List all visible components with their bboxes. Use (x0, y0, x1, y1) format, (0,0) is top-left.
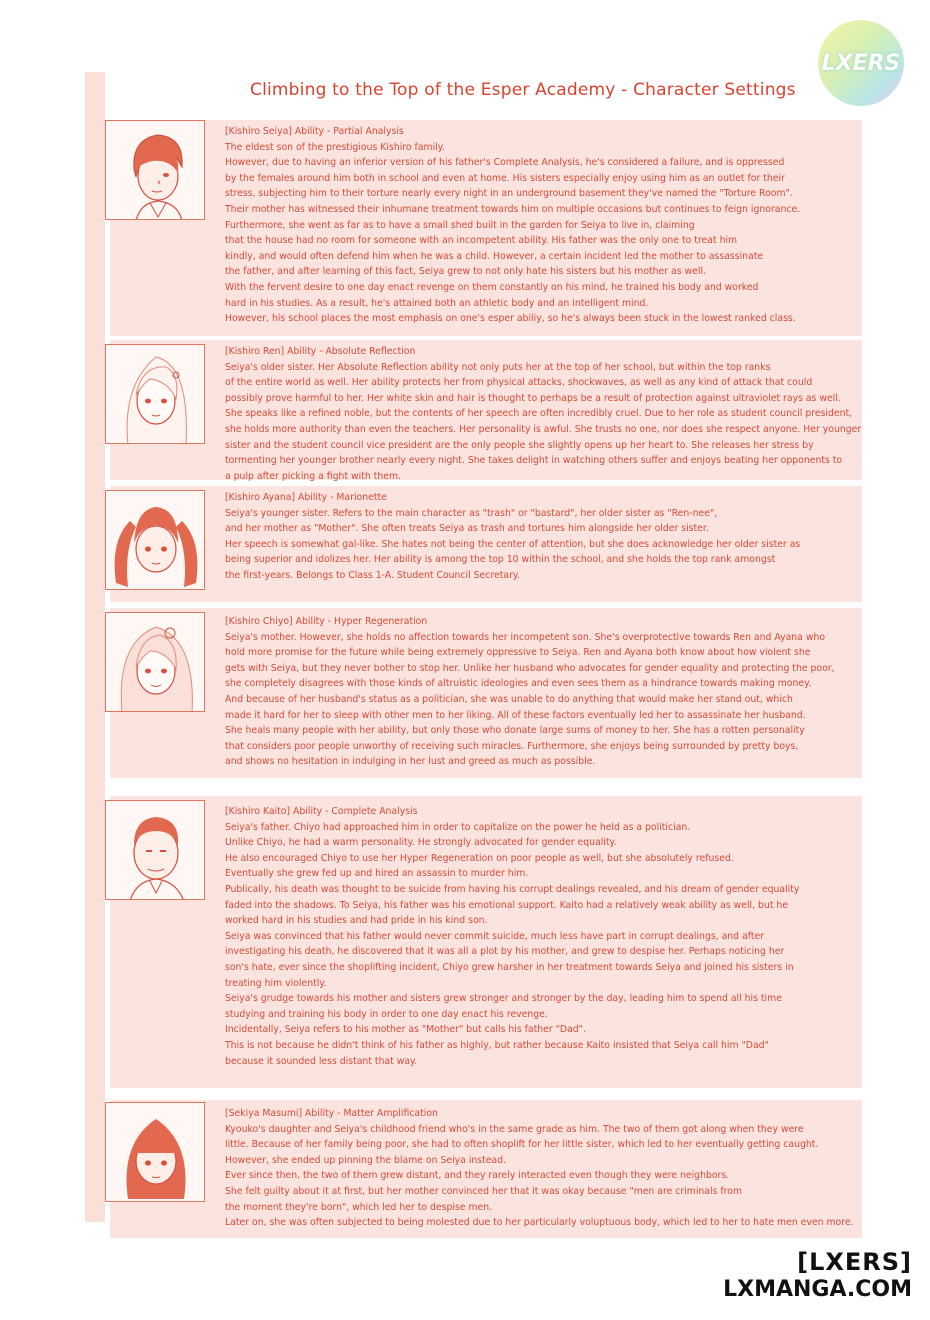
text-line: Later on, she was often subjected to being molested due to her particularly voluptuous body, which led to her to hate men even more. (225, 1217, 854, 1229)
character-text-masumi (225, 1106, 860, 1231)
character-heading: [Kishiro Ayana] Ability - Marionette (225, 492, 387, 503)
text-line: the father, and after learning of this fact, Seiya grew to not only hate his sisters but his mother as well. (225, 266, 706, 278)
text-line: being superior and idolizes her. Her ability is among the top 10 within the school, and she holds the top rank amongst (225, 554, 776, 566)
character-heading: [Kishiro Chiyo] Ability - Hyper Regeneration (225, 616, 428, 627)
text-line: The eldest son of the prestigious Kishiro family. (225, 141, 445, 153)
text-line: Eventually she grew fed up and hired an assassin to murder him. (225, 868, 529, 880)
character-heading: [Kishiro Kaito] Ability - Complete Analysis (225, 806, 418, 817)
portrait-ayana-drawing (106, 491, 205, 590)
text-line: Incidentally, Seiya refers to his mother as "Mother" but calls his father "Dad". (225, 1024, 586, 1036)
text-line: tormenting her younger brother nearly every night. She takes delight in watching others suffer and enjoys beating her opponents to (225, 455, 843, 467)
text-line: that the house had no room for someone with an incompetent ability. His father was the only one to treat him (225, 235, 738, 247)
left-margin-bar (85, 72, 105, 1222)
character-text-seiya (225, 124, 860, 327)
text-line: worked hard in his studies and had pride in his kind son. (225, 915, 488, 927)
text-line: kindly, and would often defend him when he was a child. However, a certain incident led the mother to assassinate (225, 250, 764, 262)
text-line: treating him violently. (225, 977, 327, 989)
text-line: She heals many people with her ability, but only those who donate large sums of money to her. She has a rotten personality (225, 725, 805, 737)
portrait-ren (105, 344, 205, 444)
text-line: Ever since then, the two of them grew distant, and they rarely interacted even though they were neighbors. (225, 1170, 730, 1182)
text-line: She felt guilty about it at first, but her mother convinced her that it was okay because "men are criminals from (225, 1185, 743, 1197)
site-branding (723, 1248, 912, 1304)
text-line: However, his school places the most emphasis on one's esper abiliy, so he's always been stuck in the lowest ranked class. (225, 313, 796, 325)
portrait-chiyo-drawing (106, 613, 205, 712)
portrait-ayana (105, 490, 205, 590)
text-line: Seiya's older sister. Her Absolute Reflection ability not only puts her at the top of her school, but within the top ranks (225, 361, 771, 373)
character-text-ren (225, 344, 860, 484)
logo-text: LXERS (821, 50, 901, 76)
text-line: He also encouraged Chiyo to use her Hyper Regeneration on poor people as well, but she absolutely refused. (225, 852, 734, 864)
text-line: However, due to having an inferior version of his father's Complete Analysis, he's considered a failure, and is oppressed (225, 157, 785, 169)
text-line: gets with Seiya, but they never bother to stop her. Unlike her husband who advocates for gender equality and protecting the poor, (225, 662, 835, 674)
text-line: stress, subjecting him to their torture nearly every night in an underground basement they've named the "Torture Room". (225, 188, 793, 200)
lxers-logo (818, 20, 904, 106)
portrait-ren-drawing (106, 345, 205, 444)
text-line: that considers poor people unworthy of receiving such miracles. Furthermore, she enjoys being surrounded by pretty boys, (225, 740, 799, 752)
text-line: a pulp after picking a fight with them. (225, 470, 401, 482)
text-line: and shows no hesitation in indulging in her lust and greed as much as possible. (225, 756, 596, 768)
text-line: by the females around him both in school and even at home. His sisters especially enjoy using him as an outlet for their (225, 172, 785, 184)
text-line: sister and the student council vice president are the only people she slightly opens up her heart to. She releases her stress by (225, 439, 814, 451)
text-line: faded into the shadows. To Seiya, his father was his emotional support. Kaito had a relatively weak ability as well, but he (225, 899, 789, 911)
text-line: she holds more authority than even the teachers. Her personality is awful. She trusts no one, nor does she respect anyone. Her younger (225, 423, 862, 435)
text-line: Her speech is somewhat gal-like. She hates not being the center of attention, but she does acknowledge her older sister as (225, 538, 801, 550)
page-title: Climbing to the Top of the Esper Academy - Character Settings (250, 80, 796, 100)
text-line: because it sounded less distant that way. (225, 1055, 418, 1067)
text-line: son's hate, ever since the shoplifting incident, Chiyo grew harsher in her treatment towards Seiya and joined his sisters in (225, 961, 794, 973)
portrait-kaito (105, 800, 205, 900)
character-heading: [Sekiya Masumi] Ability - Matter Amplification (225, 1108, 438, 1119)
text-line: Kyouko's daughter and Seiya's childhood friend who's in the same grade as him. The two of them got along when they were (225, 1123, 804, 1135)
text-line: Seiya was convinced that his father would never commit suicide, much less have part in corrupt dealings, and after (225, 930, 765, 942)
text-line: of the entire world as well. Her ability protects her from physical attacks, shockwaves, as well as any kind of attack that could (225, 377, 813, 389)
text-line: Seiya's mother. However, she holds no affection towards her incompetent son. She's overprotective towards Ren and Ayana who (225, 631, 826, 643)
portrait-chiyo (105, 612, 205, 712)
text-line: Their mother has witnessed their inhumane treatment towards him on multiple occasions but continues to feign ignorance. (225, 203, 801, 215)
character-heading: [Kishiro Seiya] Ability - Partial Analysis (225, 126, 404, 137)
text-line: the moment they're born", which led her to despise men. (225, 1201, 493, 1213)
portrait-kaito-drawing (106, 801, 205, 900)
text-line: However, she ended up pinning the blame on Seiya instead. (225, 1154, 507, 1166)
portrait-masumi (105, 1102, 205, 1202)
text-line: Furthermore, she went as far as to have a small shed built in the garden for Seiya to live in, claiming (225, 219, 695, 231)
text-line: And because of her husband's status as a politician, she was unable to do anything that would make her stand out, which (225, 693, 793, 705)
text-line: hard in his studies. As a result, he's attained both an athletic body and an intelligent mind. (225, 297, 649, 309)
text-line: studying and training his body in order to one day enact his revenge. (225, 1008, 548, 1020)
text-line: This is not because he didn't think of his father as highly, but rather because Kaito insisted that Seiya call him "Dad" (225, 1039, 769, 1051)
text-line: the first-years. Belongs to Class 1-A. Student Council Secretary. (225, 569, 521, 581)
text-line: little. Because of her family being poor, she had to often shoplift for her little sister, which led to her eventually getting caught. (225, 1139, 819, 1151)
text-line: possibly prove harmful to her. Her white skin and hair is thought to perhaps be a result of protection against ultraviolet rays as well. (225, 392, 841, 404)
text-line: Seiya's younger sister. Refers to the main character as "trash" or "bastard", her older sister as "Ren-nee", (225, 507, 718, 519)
text-line: made it hard for her to sleep with other men to her liking. All of these factors eventually led her to assassinate her husband. (225, 709, 806, 721)
portrait-seiya-drawing (106, 121, 205, 220)
brand-tag: [LXERS] (797, 1248, 912, 1276)
text-line: and her mother as "Mother". She often treats Seiya as trash and tortures him alongside her older sister. (225, 523, 709, 535)
text-line: Seiya's father. Chiyo had approached him in order to capitalize on the power he held as a politician. (225, 821, 691, 833)
text-line: investigating his death, he discovered that it was all a plot by his mother, and grew to despise her. Perhaps noticing her (225, 946, 785, 958)
text-line: She speaks like a refined noble, but the contents of her speech are often incredibly cruel. Due to her role as student council president, (225, 408, 853, 420)
text-line: Publically, his death was thought to be suicide from having his corrupt dealings revealed, and his dream of gender equality (225, 883, 800, 895)
character-heading: [Kishiro Ren] Ability - Absolute Reflection (225, 346, 416, 357)
portrait-seiya (105, 120, 205, 220)
text-line: Unlike Chiyo, he had a warm personality. He strongly advocated for gender equality. (225, 837, 617, 849)
text-line: hold more promise for the future while being extremely oppressive to Seiya. Ren and Ayana both know about how violent she (225, 647, 811, 659)
text-line: Seiya's grudge towards his mother and sisters grew stronger and stronger by the day, leading him to spend all his time (225, 993, 782, 1005)
text-line: she completely disagrees with those kinds of altruistic ideologies and even sees them as a hindrance towards making money. (225, 678, 812, 690)
portrait-masumi-drawing (106, 1103, 205, 1202)
brand-url: LXMANGA.COM (723, 1277, 912, 1302)
text-line: With the fervent desire to one day enact revenge on them constantly on his mind, he trained his body and worked (225, 281, 759, 293)
character-text-ayana (225, 490, 860, 584)
character-text-kaito (225, 804, 860, 1069)
character-text-chiyo (225, 614, 860, 770)
